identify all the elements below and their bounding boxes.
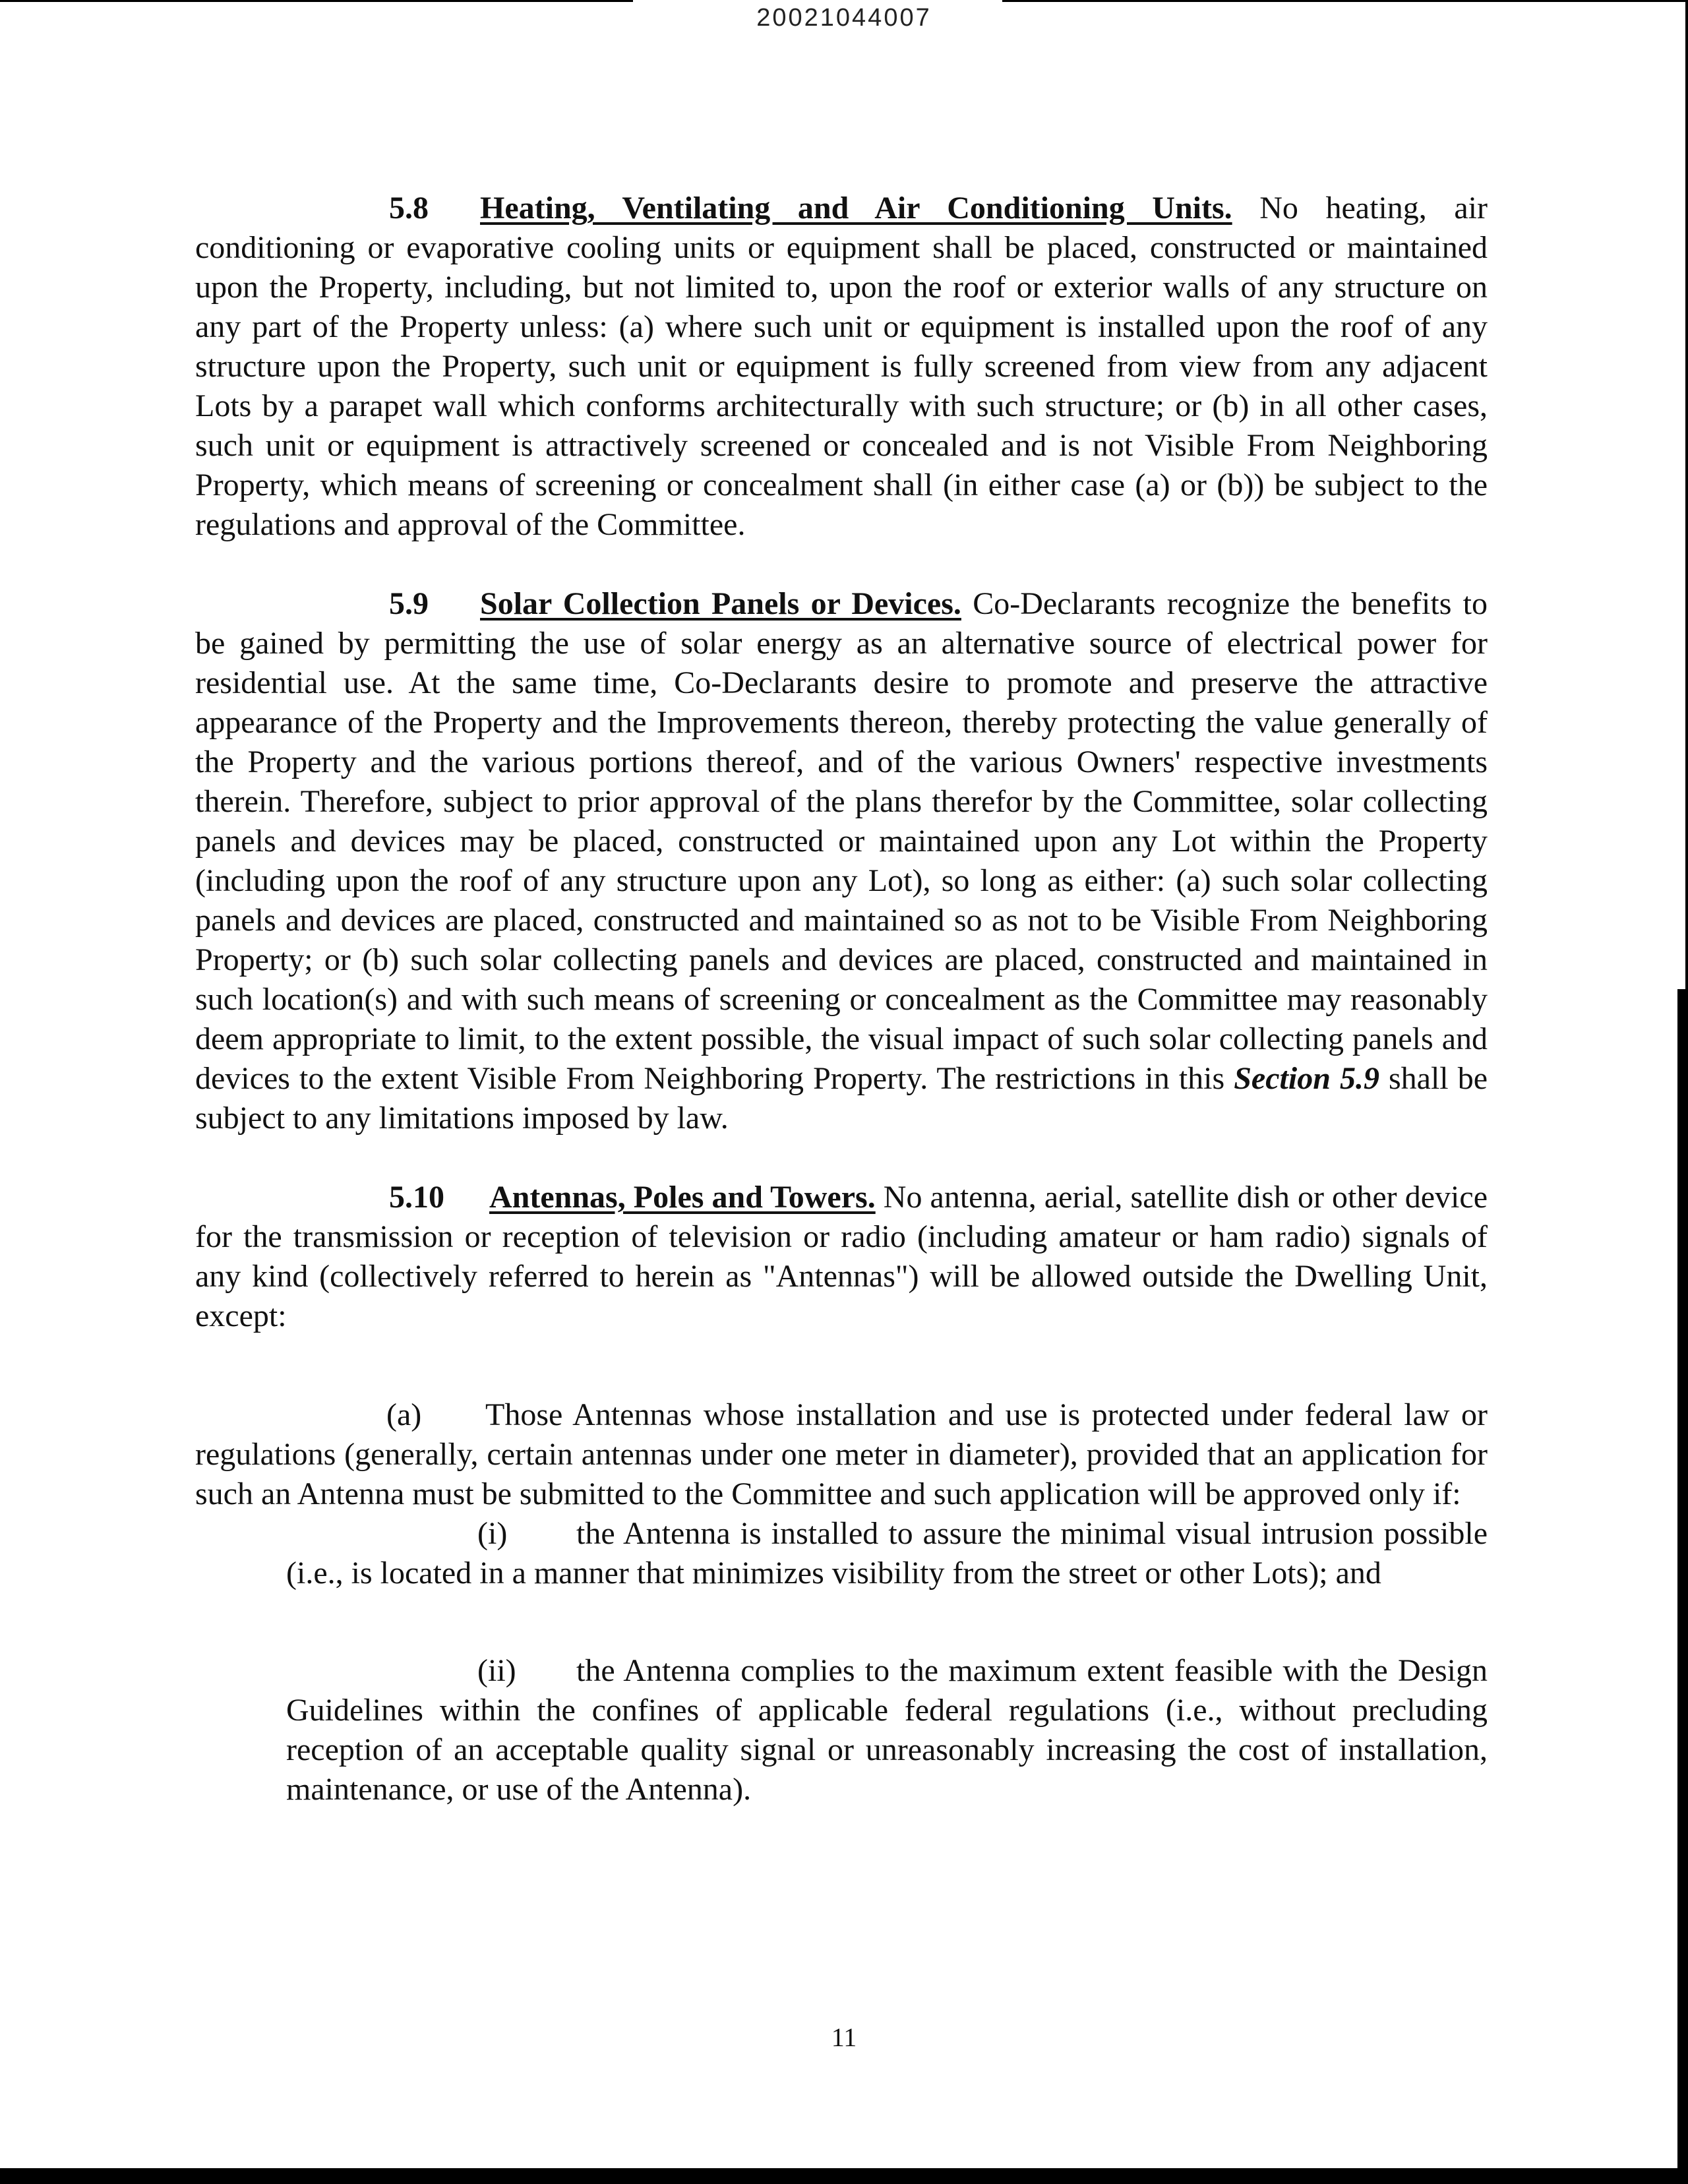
scan-edge-top-right [1002,0,1688,2]
section-text: No heating, air conditioning or evaporative cooling units or equipment shall be placed, constructed or maintained upon the Property, including, but not limited to, upon the roof or exterior walls of any structure on any part of the Property unless: (a) where such unit or equipment is installed upon the roof of any structure upon the Property, such unit or equipment is fully screened from view from any adjacent Lots by a parapet wall which conforms architecturally with such structure; or (b) in all other cases, such unit or equipment is attractively screened or concealed and is not Visible From Neighboring Property, which means of screening or concealment shall (in either case (a) or (b)) be subject to the regulations and approval of the Committee. [195,191,1488,542]
section-number: 5.8 [389,191,429,226]
subsection-text: the Antenna is installed to assure the minimal visual intrusion possible (i.e., is located in a manner that minimizes visibility from the street or other Lots); and [286,1516,1488,1591]
section-number: 5.9 [389,586,429,621]
section-text-end: shall be subject to any limitations imposed by law. [195,1061,1488,1136]
scan-edge-right-thin [1685,0,1688,989]
subsection-label: (a) [386,1397,422,1432]
scan-edge-right [1677,989,1688,2184]
subsection-text: the Antenna complies to the maximum extent feasible with the Design Guidelines within the confines of applicable federal regulations (i.e., without precluding reception of an acceptable quality signal or unreasonably increasing the cost of installation, maintenance, or use of the Antenna). [286,1653,1488,1807]
subsection-a-items [286,1514,1488,1809]
section-reference: Section 5.9 [1234,1061,1379,1096]
section-5-10 [195,1178,1488,1336]
section-title: Heating, Ventilating and Air Conditioning Units. [480,191,1232,226]
subsection-text: Those Antennas whose installation and use is protected under federal law or regulations (generally, certain antennas under one meter in diameter), provided that an application for such an Antenna must be submitted to the Committee and such application will be approved only if: [195,1397,1488,1511]
page-number: 11 [831,2022,857,2052]
section-5-9 [195,584,1488,1138]
section-text: No antenna, aerial, satellite dish or other device for the transmission or reception of television or radio (including amateur or ham radio) signals of any kind (collectively referred to herein as "Antennas") will be allowed outside the Dwelling Unit, except: [195,1180,1488,1333]
subsection-a [195,1395,1488,1514]
section-title: Antennas, Poles and Towers. [489,1180,876,1215]
section-title: Solar Collection Panels or Devices. [480,586,961,621]
scan-edge-bottom [0,2168,1688,2184]
scan-edge-top-left [0,0,633,2]
subsection-label: (i) [477,1516,508,1551]
document-number: 20021044007 [756,4,932,32]
section-number: 5.10 [389,1180,444,1215]
subsection-ii [286,1651,1488,1809]
section-text: Co-Declarants recognize the benefits to be gained by permitting the use of solar energy as an alternative source of electrical power for residential use. At the same time, Co-Declarants desire to promote and preserve the attractive appearance of the Property and the Improvements thereon, thereby protecting the value generally of the Property and the various portions thereof, and of the various Owners' respective investments therein. Therefore, subject to prior approval of the plans therefor by the Committee, solar collecting panels and devices may be placed, constructed or maintained upon any Lot within the Property (including upon the roof of any structure upon any Lot), so long as either: (a) such solar collecting panels and devices are placed, constructed and maintained so as not to be Visible From Neighboring Property; or (b) such solar collecting panels and devices are placed, constructed and maintained in such location(s) and with such means of screening or concealment as the Committee may reasonably deem appropriate to limit, to the extent possible, the visual impact of such solar collecting panels and devices to the extent Visible From Neighboring Property. The restrictions in this [195,586,1488,1096]
page-body [195,189,1488,1809]
subsection-label: (ii) [477,1653,516,1688]
subsection-i [286,1514,1488,1593]
section-5-8 [195,189,1488,545]
